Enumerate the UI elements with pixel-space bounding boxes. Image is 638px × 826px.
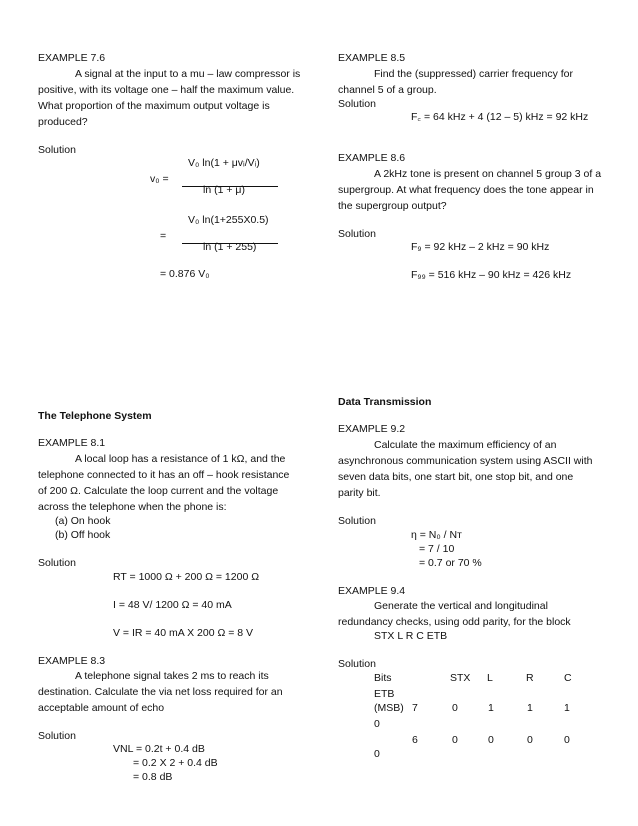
example-8-6-text: supergroup. At what frequency does the tone appear in — [338, 184, 594, 196]
example-7-6-heading: EXAMPLE 7.6 — [38, 52, 106, 64]
solution-line: F꜀ = 64 kHz + 4 (12 – 5) kHz = 92 kHz — [411, 111, 589, 123]
example-7-6-text: What proportion of the maximum output voltage is — [38, 100, 270, 112]
solution-label: Solution — [338, 228, 376, 240]
solution-label: Solution — [338, 98, 376, 110]
example-9-4-text: STX L R C ETB — [374, 630, 448, 642]
table-header-cell: Bits — [374, 672, 392, 684]
example-8-3-text: A telephone signal takes 2 ms to reach its — [75, 670, 269, 682]
solution-line: VNL = 0.2t + 0.4 dB — [113, 743, 205, 755]
fraction-denominator: ln (1 + 255) — [203, 241, 257, 253]
table-header-cell: C — [564, 672, 572, 684]
example-8-3-heading: EXAMPLE 8.3 — [38, 655, 106, 667]
solution-line: = 7 / 10 — [419, 543, 455, 555]
example-8-5-heading: EXAMPLE 8.5 — [338, 52, 406, 64]
list-item: (b) Off hook — [55, 529, 111, 541]
example-8-1-text: A local loop has a resistance of 1 kΩ, and the — [75, 453, 286, 465]
example-7-6-text: produced? — [38, 116, 88, 128]
table-cell: 1 — [488, 702, 494, 714]
example-9-2-heading: EXAMPLE 9.2 — [338, 423, 406, 435]
list-item: (a) On hook — [55, 515, 111, 527]
example-8-1-text: of 200 Ω. Calculate the loop current and the voltage — [38, 485, 279, 497]
table-cell: 0 — [488, 734, 494, 746]
equation-result: = 0.876 V₀ — [160, 268, 210, 280]
table-cell: 6 — [412, 734, 418, 746]
example-9-4-text: redundancy checks, using odd parity, for the block — [338, 616, 571, 628]
solution-label: Solution — [38, 557, 76, 569]
table-cell: 0 — [452, 734, 458, 746]
example-9-2-text: Calculate the maximum efficiency of an — [374, 439, 557, 451]
table-cell: (MSB) — [374, 702, 404, 714]
example-8-6-heading: EXAMPLE 8.6 — [338, 152, 406, 164]
table-cell: 0 — [374, 718, 380, 730]
equation-lhs: v₀ = — [150, 173, 169, 185]
example-7-6-text: positive, with its voltage one – half the maximum value. — [38, 84, 295, 96]
example-8-6-text: the supergroup output? — [338, 200, 447, 212]
solution-line: η = N₀ / Nᴛ — [411, 529, 462, 541]
solution-line: RT = 1000 Ω + 200 Ω = 1200 Ω — [113, 571, 260, 583]
fraction-denominator: ln (1 + μ) — [203, 184, 245, 196]
solution-line: = 0.7 or 70 % — [419, 557, 482, 569]
table-cell: 0 — [452, 702, 458, 714]
solution-line: = 0.8 dB — [133, 771, 173, 783]
fraction-numerator: V₀ ln(1+255X0.5) — [188, 214, 269, 226]
example-9-2-text: seven data bits, one start bit, one stop bit, and one — [338, 471, 574, 483]
solution-line: F₉ = 92 kHz – 2 kHz = 90 kHz — [411, 241, 550, 253]
table-header-cell: STX — [450, 672, 471, 684]
section-heading: Data Transmission — [338, 396, 432, 408]
table-cell: 1 — [564, 702, 570, 714]
solution-line: F₉₉ = 516 kHz – 90 kHz = 426 kHz — [411, 269, 572, 281]
example-9-2-text: asynchronous communication system using ASCII with — [338, 455, 593, 467]
example-8-3-text: acceptable amount of echo — [38, 702, 165, 714]
table-cell: 1 — [527, 702, 533, 714]
solution-label: Solution — [338, 658, 376, 670]
example-9-4-text: Generate the vertical and longitudinal — [374, 600, 548, 612]
table-header-cell: ETB — [374, 688, 395, 700]
solution-label: Solution — [38, 144, 76, 156]
table-cell: 0 — [564, 734, 570, 746]
table-cell: 0 — [527, 734, 533, 746]
example-8-6-text: A 2kHz tone is present on channel 5 group 3 of a — [374, 168, 602, 180]
example-8-3-text: destination. Calculate the via net loss required for an — [38, 686, 283, 698]
table-cell: 0 — [374, 748, 380, 760]
example-8-5-text: channel 5 of a group. — [338, 84, 437, 96]
solution-label: Solution — [38, 730, 76, 742]
example-8-1-text: across the telephone when the phone is: — [38, 501, 227, 513]
example-9-4-heading: EXAMPLE 9.4 — [338, 585, 406, 597]
example-8-1-text: telephone connected to it has an off – hook resistance — [38, 469, 290, 481]
example-8-5-text: Find the (suppressed) carrier frequency for — [374, 68, 574, 80]
example-7-6-text: A signal at the input to a mu – law compressor is — [75, 68, 301, 80]
example-9-2-text: parity bit. — [338, 487, 381, 499]
example-8-1-heading: EXAMPLE 8.1 — [38, 437, 106, 449]
solution-label: Solution — [338, 515, 376, 527]
fraction-numerator: V₀ ln(1 + μvᵢ/Vᵢ) — [188, 157, 260, 169]
section-heading: The Telephone System — [38, 410, 152, 422]
equation-equals: = — [160, 230, 167, 242]
solution-line: = 0.2 X 2 + 0.4 dB — [133, 757, 218, 769]
table-cell: 7 — [412, 702, 418, 714]
table-header-cell: L — [487, 672, 493, 684]
table-header-cell: R — [526, 672, 534, 684]
solution-line: I = 48 V/ 1200 Ω = 40 mA — [113, 599, 232, 611]
solution-line: V = IR = 40 mA X 200 Ω = 8 V — [113, 627, 254, 639]
